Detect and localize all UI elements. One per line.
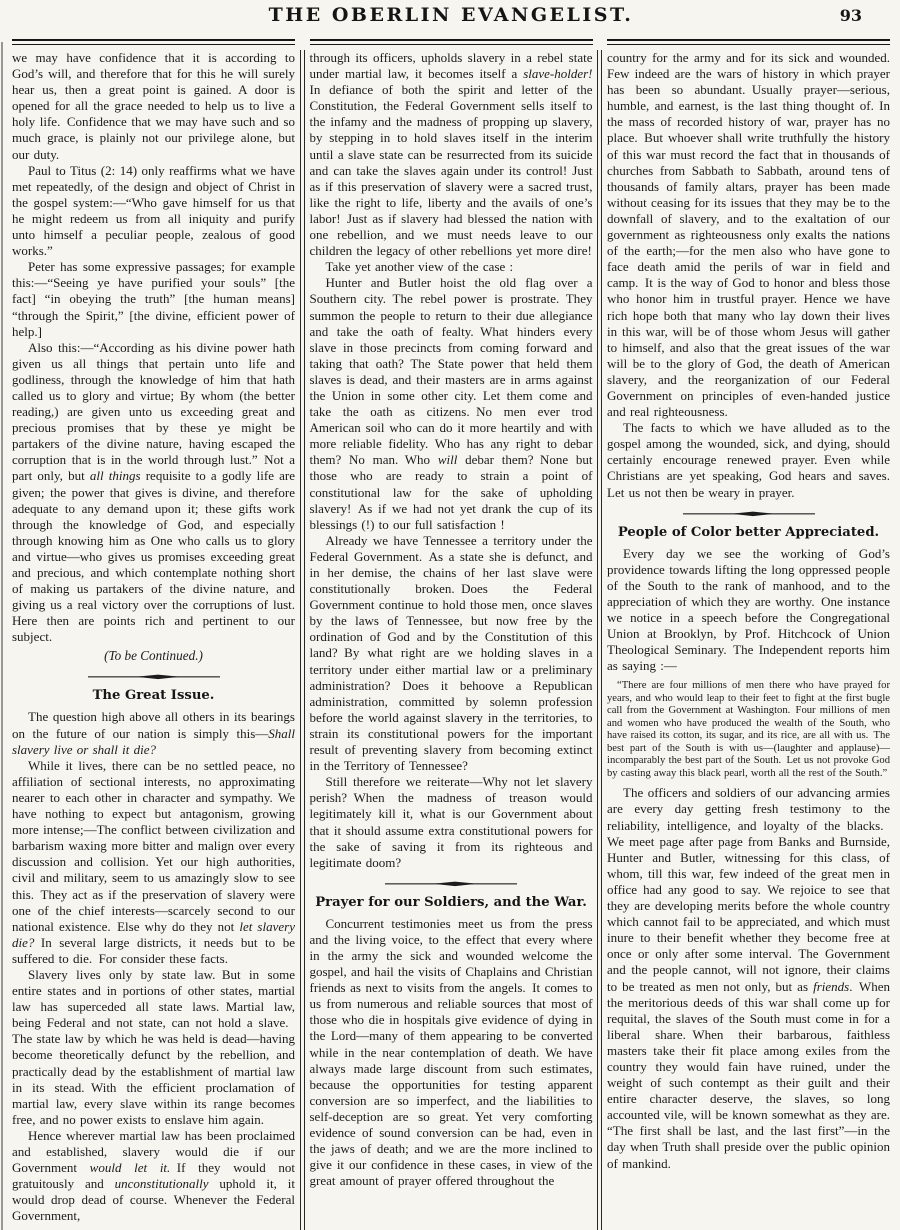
section-divider [607, 510, 890, 518]
masthead-rule-segment [12, 39, 295, 45]
article-paragraph: Paul to Titus (2: 14) only reaffirms what we have met repeatedly, of the design and object of Christ in the gospel system:—“Who gave himself for us that he might redeem us from all iniquity and purify unto himself a peculiar people, zealous of good works.” [12, 162, 295, 259]
section-divider [12, 673, 295, 681]
masthead-rule-segment [310, 39, 593, 45]
section-heading: Prayer for our Soldiers, and the War. [315, 894, 587, 910]
section-heading: People of Color better Appreciated. [617, 524, 880, 540]
swelled-rule-icon [683, 510, 815, 518]
swelled-rule-icon [88, 673, 220, 681]
column-3 [607, 50, 890, 1230]
article-paragraph: through its officers, upholds slavery in a rebel state under martial law, it becomes itself a slave-holder! In defiance of both the spirit and letter of the Constitution, the Federal Government sells itself to the infamy and the madness of propping up slavery, by stepping in to hold slaves itself in the interim until a slave state can be resurrected from its suicide and can take the slaves again under its control! Just as if this preservation of slavery were a sacred trust, like the right to life, liberty and the avails of one’s labor! Just as if slavery had blessed the nation with one rebellion, and we must needs leave to our children the legacy of other rebellions yet more dire! [309, 50, 593, 259]
column-1 [12, 50, 295, 1230]
column-rule [597, 50, 602, 1230]
article-paragraph: Hunter and Butler hoist the old flag over a Southern city. The rebel power is prostrate. They summon the people to return to their due allegiance and take the oath of fealty. What hinders every slave in those precincts from coming forward and taking that oath? The State power that held them slaves is dead, and their masters are in arms against the Union in some other city. Let them come and take the oath as citizens. No men ever trod American soil who can do it more heartily and with more reliable fidelity. Who has any right to debar them? No man. Who will debar them? None but those who are ready to strain a point of constitutional law for the sake of upholding slavery! As if we had not yet drank the cup of its blessings (!) to our full satisfaction ! [309, 275, 593, 532]
article-paragraph: Hence wherever martial law has been proclaimed and established, slavery would die if our Government would let it. If they would not gratuitously and unconstitutionally uphold it, it would drop dead of course. Whenever the Federal Government, [12, 1127, 296, 1224]
to-be-continued-note: (To be Continued.) [104, 648, 203, 664]
article-paragraph: we may have confidence that it is according to God’s will, and therefore that for this he will surely hear us, then a great point is gained. A door is opened for all the grace needed to help us to live a holy life. Confidence that we may have such and so much grace, is plainly not our privilege alone, but our duty. [12, 50, 295, 162]
section-divider [310, 880, 593, 888]
column-layout [12, 50, 890, 1230]
section-heading: The Great Issue. [92, 688, 215, 704]
page-number: 93 [839, 6, 862, 25]
masthead-rule [12, 39, 890, 45]
article-paragraph: Concurrent testimonies meet us from the press and the living voice, to the effect that every where in the army the sick and wounded welcome the gospel, and hail the visits of Chaplains and Christian friends as next to visits from the angels. It comes to us from numerous and reliable sources that most of those who die in hospitals give evidence of dying in the Lord—many of them appearing to be converted while in the near contemplation of death. We have always made large discount from such estimates, because the opportunities for testing apparent conversion are so imperfect, and the liabilities to self-deception are so great. Yet very comforting evidence of sound conversion can be had, even in the jaws of death; and we are the more inclined to give it our confidence in these cases, in view of the great amount of prayer offered throughout the [309, 915, 593, 1189]
column-2 [310, 50, 593, 1230]
article-paragraph: The facts to which we have alluded as to the gospel among the wounded, sick, and dying, should certainly encourage renewed prayer. Even while Christians are yet speaking, God hears and saves. Let us not then be weary in prayer. [607, 420, 890, 500]
masthead-rule-segment [607, 39, 890, 45]
article-paragraph: The officers and soldiers of our advancing armies are every day getting fresh testimony to the reliability, intelligence, and loyalty of the blacks. We meet page after page from Banks and Burnside, Hunter and Butler, witnessing for this class, of whom, till this war, few indeed of the great men in office had any good to say. We rejoice to see that they are developing merits before the whole country which cannot fail to be appreciated, and which must inure to their benefit whether they become free at once or only after some interval. The Government and the people cannot, will not ignore, their claims to be treated as men not only, but as friends. When the meritorious deeds of this war shall come up for requital, the slaves of the South must come in for a liberal share. When their barbarous, faithless masters take their fit place among exiles from the country they would fain have ruined, under the weight of such contempt as their guilt and their entire character deserve, the slaves, so long accounted vile, will be known somewhat as they are. “The first shall be last, and the last first”—in the day when Truth shall preside over the public opinion of mankind. [607, 785, 890, 1171]
article-paragraph: country for the army and for its sick and wounded. Few indeed are the wars of history in which prayer has been so abundant. Usually prayer—serious, humble, and earnest, is the last thing thought of. In the mass of recorded history of war, prayer has no place. But whoever shall write truthfully the history of this war must record the fact that in thousands of churches from Sabbath to Sabbath, around tens of thousands of family altars, prayer has been made without ceasing for its issues that they may be to the downfall of slavery, and to the exaltation of our government as righteousness only exalts the nations of the earth;—for the men also who have gone to face death amid the perils of war in field and camp. It is the way of God to honor and bless those who honor him in trustful prayer. Hence we have rich hope both that many who lay down their lives in this war, will be of those whom Jesus will gather to himself, and also that the great issues of the war will be to the glory of God, the death of American slavery, and the reorganization of our Federal Government on principles of even-handed justice and real righteousness. [607, 50, 890, 420]
article-paragraph: Take yet another view of the case : [325, 259, 514, 275]
swelled-rule-icon [385, 880, 517, 888]
article-paragraph: While it lives, there can be no settled peace, no affiliation of sectional interests, no approximating nearer to each other in character and sympathy. We have nothing to expect but antagonism, growing more intense;—The conflict between civilization and barbarism waxing more bitter and malign over every discussion and collision. Yet our high authorities, civil and military, seem to us amazingly slow to see this. They act as if the preservation of slavery were one of the chief interests—scarcely second to our national existence. Else why do they not let slavery die? In several large districts, it needs but to be suffered to die. For consider these facts. [12, 757, 295, 966]
article-paragraph: The question high above all others in its bearings on the future of our nation is simply this—Shall slavery live or shall it die? [12, 709, 295, 757]
article-paragraph: Every day we see the working of God’s providence towards lifting the long oppressed people of the South to the rank of manhood, and to the appreciation of which they are worthy. One instance we notice in a speech before the Congregational Union at Brooklyn, by Prof. Hitchcock of Union Theological Seminary. The Independent reports him as saying :— [607, 545, 890, 674]
article-paragraph: Also this:—“According as his divine power hath given us all things that pertain unto life and godliness, through the knowledge of him that hath called us to glory and virtue; By whom (the better reading,) are given unto us exceeding great and precious promises that by these ye might be partakers of the divine nature, having escaped the corruption that is in the world through lust.” Not a part only, but all things requisite to a godly life are given; the power that gives is divine, and therefore adequate to any demand upon it; these gifts work through the knowledge of God, and especially through knowing him as One who calls us to glory and virtue—who gives us promises exceeding great and precious, and which contemplate nothing short of making us partakers of the divine nature, and giving us a real victory over the corruptions of lust. Here then are points rich and pertinent to our subject. [12, 339, 296, 645]
article-paragraph: Peter has some expressive passages; for example this:—“Seeing ye have purified your souls” [the fact] “in obeying the truth” [the human means] “through the Spirit,” [the divine, efficient power of help.] [12, 259, 295, 339]
column-rule [300, 50, 305, 1230]
blockquote-small: “There are four millions of men there who have prayed for years, and who would leap to their feet to fight at the first bugle call from the Government at Washington. Four millions of men and women who have produced the wealth of the South, who have raised its cotton, its sugar, and its rice, are all with us. The best part of the South is with us—(laughter and applause)—incomparably the best part of the South. Let us not provoke God by casting away this black pearl, worth all the rest of the South.” [607, 680, 890, 779]
article-paragraph: Slavery lives only by state law. But in some entire states and in portions of other states, martial law has superceded all state laws. Martial law, being Federal and not state, can not hold a slave. The state law by which he was held is dead—having become theoretically defunct by the rebellion, and practically dead by the establishment of martial law in its stead. With the efficient proclamation of martial law, every slave within its range becomes free, and no power exists to enslave him again. [12, 966, 295, 1127]
masthead [12, 4, 890, 36]
article-paragraph: Still therefore we reiterate—Why not let slavery perish? When the madness of treason would legitimately kill it, what is our Government about that it should assume extra constitutional powers for the sake of saving it from its righteous and legitimate doom? [309, 774, 593, 870]
masthead-title: THE OBERLIN EVANGELIST. [268, 4, 634, 26]
article-paragraph: Already we have Tennessee a territory under the Federal Government. As a state she is defunct, and in her demise, the chains of her last slave were constitutionally broken. Does the Federal Government continue to hold those men, once slaves by the laws of Tennessee, but now free by the ordination of God and by the Constitution of this land? By what right are we holding slaves in a territory under either martial law or a preliminary administration? Does it behoove a Republican administration, committed by solemn profession before the world against slavery in the territories, to strain its constitutional powers for the important result of preventing slavery from becoming extinct in the Territory of Tennessee? [309, 532, 593, 774]
